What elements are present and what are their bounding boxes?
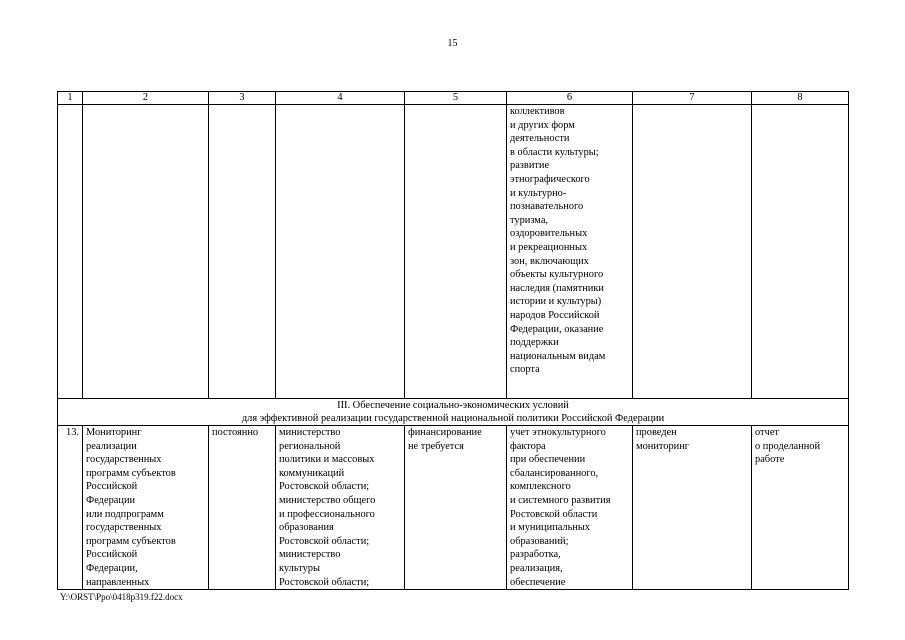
header-cell: 3: [209, 92, 276, 105]
empty-cell: [276, 105, 405, 399]
row-number: 13.: [58, 426, 83, 590]
header-cell: 7: [633, 92, 752, 105]
header-cell: 5: [405, 92, 507, 105]
plan-table: [57, 91, 849, 590]
period-cell: постоянно: [209, 426, 276, 590]
table-row: [58, 426, 849, 590]
empty-cell: [633, 105, 752, 399]
header-row: [58, 92, 849, 105]
indicator-cell: коллективов и других форм деятельности в области культуры; развитие этнографического и культурно- познавательного туризма, оздоровительных и рекреационных зон, включающих объекты культурного наследия (памятники истории и культуры) народов Российской Федерации, оказание поддержки национальным видам спорта: [507, 105, 633, 399]
header-cell: 6: [507, 92, 633, 105]
empty-cell: [209, 105, 276, 399]
financing-cell: финансирование не требуется: [405, 426, 507, 590]
empty-cell: [752, 105, 849, 399]
empty-cell: [83, 105, 209, 399]
empty-cell: [405, 105, 507, 399]
footer-file-path: Y:\ORST\Ppo\0418p319.f22.docx: [60, 592, 183, 602]
section-title: III. Обеспечение социально-экономических условий для эффективной реализации государственной национальной политики Российской Федерации: [58, 399, 849, 426]
report-cell: отчет о проделанной работе: [752, 426, 849, 590]
header-cell: 8: [752, 92, 849, 105]
page-number: 15: [447, 38, 458, 49]
header-cell: 4: [276, 92, 405, 105]
section-row: [58, 399, 849, 426]
header-cell: 2: [83, 92, 209, 105]
empty-cell: [58, 105, 83, 399]
indicator-cell: учет этнокультурного фактора при обеспечении сбалансированного, комплексного и системного развития Ростовской области и муниципальных образований; разработка, реализация, обеспечение: [507, 426, 633, 590]
executors-cell: министерство региональной политики и массовых коммуникаций Ростовской области; министерство общего и профессионального образования Ростовской области; министерство культуры Ростовской области;: [276, 426, 405, 590]
continuation-row: [58, 105, 849, 399]
header-cell: 1: [58, 92, 83, 105]
result-cell: проведен мониторинг: [633, 426, 752, 590]
measure-name: Мониторинг реализации государственных программ субъектов Российской Федерации или подпрограмм государственных программ субъектов Российской Федерации, направленных: [83, 426, 209, 590]
